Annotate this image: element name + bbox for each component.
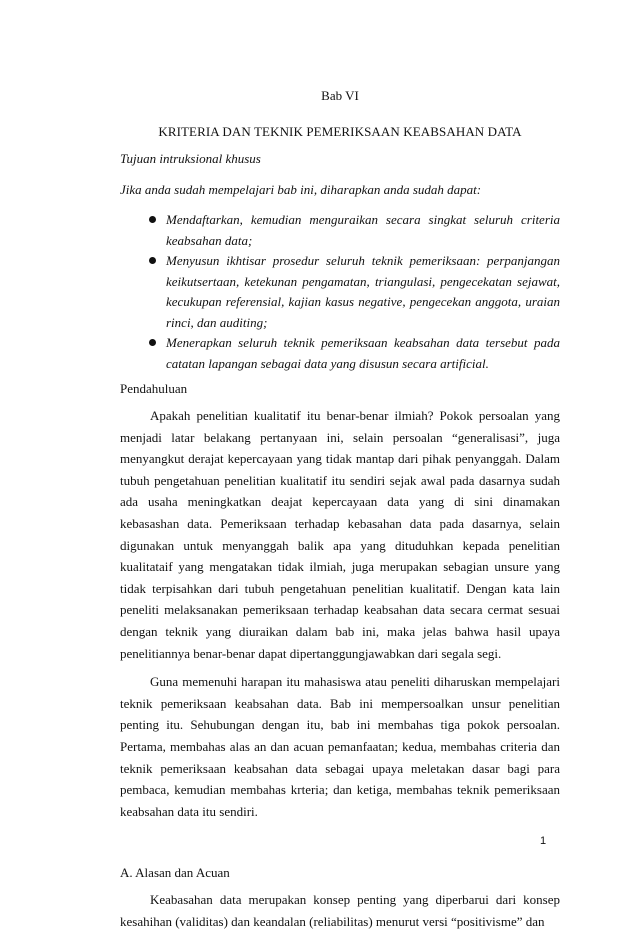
page-content bbox=[120, 85, 560, 939]
bullet-icon bbox=[149, 257, 156, 264]
intro-heading: Pendahuluan bbox=[120, 381, 188, 396]
body-paragraph: Guna memenuhi harapan itu mahasiswa atau peneliti diharuskan mempelajari teknik pemeriksaan keabsahan data. Bab ini mempersoalkan unsur penelitian penting itu. Sehubungan dengan itu, bab ini membahas tiga pokok persoalan. Pertama, membahas alas an dan acuan pemanfaatan; kedua, membahas criteria dan teknik pemeriksaan keabsahan data sebagai upaya meletakan dasar bagi para pembaca, kemudian membahas krteria; dan ketiga, membahas teknik pemeriksaan keabsahan data itu sendiri. bbox=[120, 674, 560, 819]
objectives-heading: Tujuan intruksional khusus bbox=[120, 151, 261, 166]
page-number: 1 bbox=[540, 835, 547, 847]
objectives-intro: Jika anda sudah mempelajari bab ini, diharapkan anda sudah dapat: bbox=[120, 182, 482, 197]
objective-text: Menyusun ikhtisar prosedur seluruh teknik pemeriksaan: perpanjangan keikutsertaan, ketekunan pengamatan, triangulasi, pengecekatan sejawat, kecukupan referensial, kajian kasus negative, pengecekan anggota, uraian rinci, dan auditing; bbox=[166, 253, 560, 330]
objective-text: Mendaftarkan, kemudian menguraikan secara singkat seluruh criteria keabsahan data; bbox=[166, 212, 560, 248]
body-paragraph: Apakah penelitian kualitatif itu benar-benar ilmiah? Pokok persoalan yang menjadi latar belakang pertanyaan ini, selain persoalan “generalisasi”, juga menyangkut derajat kepercayaan yang tidak mantap dari pihak penyanggah. Dalam tubuh pengetahuan penelitian kualitatif itu sendiri sejak awal pada dasarnya sudah ada usaha meningkatkan deajat kepercayaan data yang di sini dinamakan kebasashan data. Pemeriksaan terhadap kebasahan data pada dasarnya, selain digunakan untuk menyanggah balik apa yang dituduhkan kepada penelitian kualitataif yang mengatakan tidak ilmiah, juga merupakan sebagian unsure yang tidak terpisahkan dari tubuh pengetahuan penelitian kualitatif. Dengan kata lain peneliti melaksanakan pemeriksaan terhadap keabsahan data secara cermat sesuai dengan teknik yang diuraikan dalam bab ini, maka jelas bahwa hasil upaya penelitiannya benar-benar dapat dipertanggungjawabkan dari segala segi. bbox=[120, 408, 560, 661]
objective-item bbox=[149, 210, 560, 251]
section-a-heading: A. Alasan dan Acuan bbox=[120, 865, 230, 881]
chapter-title: KRITERIA DAN TEKNIK PEMERIKSAAN KEABSAHAN DATA bbox=[158, 124, 522, 139]
objective-item bbox=[149, 333, 560, 374]
objective-text: Menerapkan seluruh teknik pemeriksaan keabsahan data tersebut pada catatan lapangan sebagai data yang disusun secara artificial. bbox=[166, 335, 560, 371]
bullet-icon bbox=[149, 216, 156, 223]
chapter-number: Bab VI bbox=[321, 88, 359, 103]
bullet-icon bbox=[149, 339, 156, 346]
objectives-list bbox=[120, 210, 560, 374]
objective-item bbox=[149, 251, 560, 333]
section-a-paragraph: Keabasahan data merupakan konsep penting yang diperbarui dari konsep kesahihan (validitas) dan keandalan (reliabilitas) menurut versi “positivisme” dan bbox=[120, 892, 560, 929]
